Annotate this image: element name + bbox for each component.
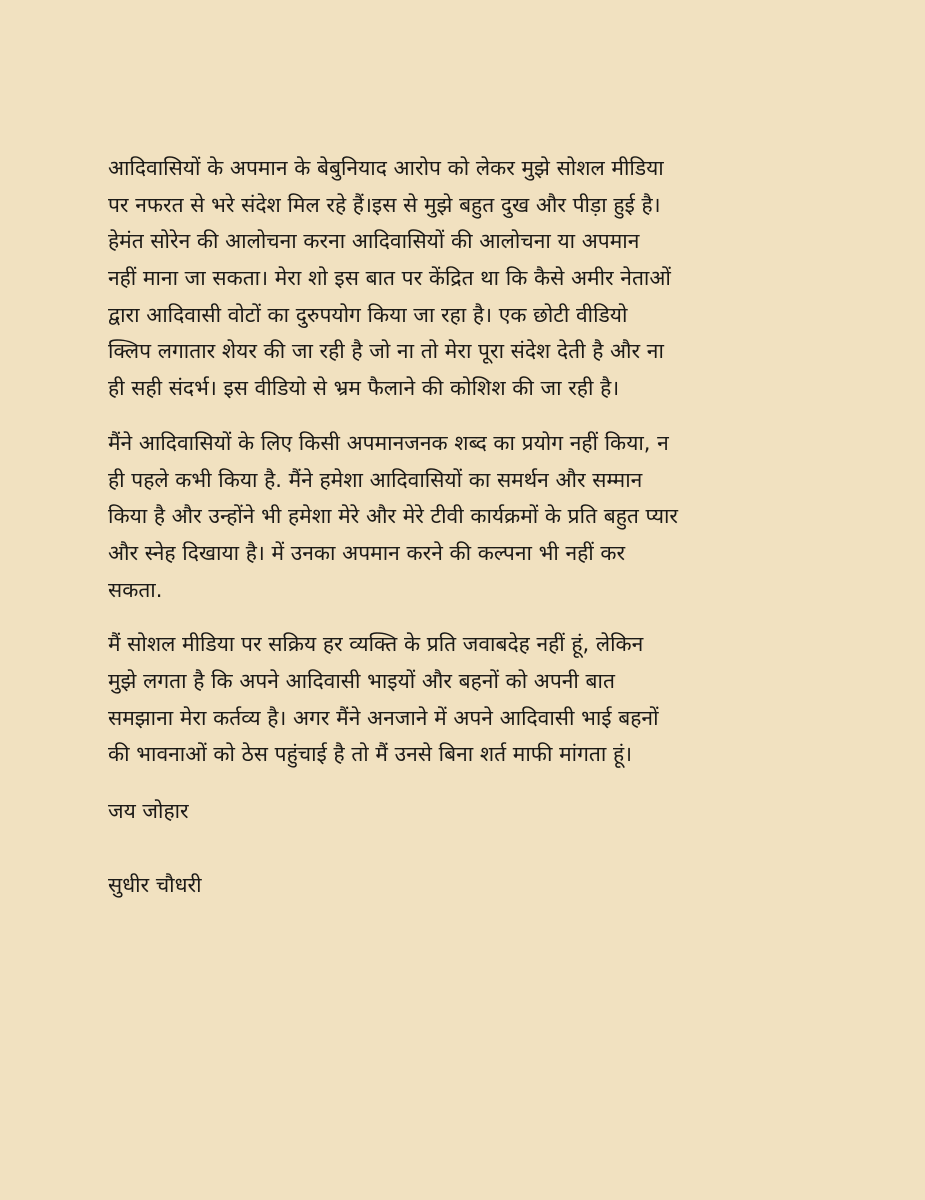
paragraph-line: मैं सोशल मीडिया पर सक्रिय हर व्यक्ति के प्रति जवाबदेह नहीं हूं, लेकिन: [108, 632, 644, 657]
paragraph-line: पर नफरत से भरे संदेश मिल रहे हैं।इस से मुझे बहुत दुख और पीड़ा हुई है।: [108, 192, 661, 217]
paragraph-1: [108, 150, 828, 407]
paragraph-line: समझाना मेरा कर्तव्य है। अगर मैंने अनजाने में अपने आदिवासी भाई बहनों: [108, 705, 659, 730]
paragraph-3: [108, 626, 828, 773]
signature: सुधीर चौधरी: [108, 873, 202, 897]
paragraph-line: की भावनाओं को ठेस पहुंचाई है तो मैं उनसे बिना शर्त माफी मांगता हूं।: [108, 742, 633, 767]
paragraph-line: मुझे लगता है कि अपने आदिवासी भाइयों और बहनों को अपनी बात: [108, 668, 615, 693]
paragraph-line: हेमंत सोरेन की आलोचना करना आदिवासियों की आलोचना या अपमान: [108, 229, 640, 254]
paragraph-line: सकता.: [108, 577, 163, 602]
paragraph-line: आदिवासियों के अपमान के बेबुनियाद आरोप को लेकर मुझे सोशल मीडिया: [108, 156, 664, 180]
letter-body: [108, 150, 828, 903]
paragraph-line: किया है और उन्होंने भी हमेशा मेरे और मेरे टीवी कार्यक्रमों के प्रति बहुत प्यार: [108, 504, 679, 529]
paragraph-line: ही सही संदर्भ। इस वीडियो से भ्रम फैलाने की कोशिश की जा रही है।: [108, 376, 620, 401]
paragraph-line: और स्नेह दिखाया है। में उनका अपमान करने की कल्पना भी नहीं कर: [108, 540, 626, 565]
paragraph-line: क्लिप लगातार शेयर की जा रही है जो ना तो मेरा पूरा संदेश देती है और ना: [108, 339, 664, 364]
paragraph-line: मैंने आदिवासियों के लिए किसी अपमानजनक शब्द का प्रयोग नहीं किया, न: [108, 430, 669, 455]
paragraph-2: [108, 425, 828, 608]
paragraph-line: द्वारा आदिवासी वोटों का दुरुपयोग किया जा रहा है। एक छोटी वीडियो: [108, 302, 628, 327]
closing-greeting: जय जोहार: [108, 799, 189, 823]
paragraph-line: नहीं माना जा सकता। मेरा शो इस बात पर केंद्रित था कि कैसे अमीर नेताओं: [108, 266, 671, 291]
paragraph-line: ही पहले कभी किया है. मैंने हमेशा आदिवासियों का समर्थन और सम्मान: [108, 467, 643, 492]
